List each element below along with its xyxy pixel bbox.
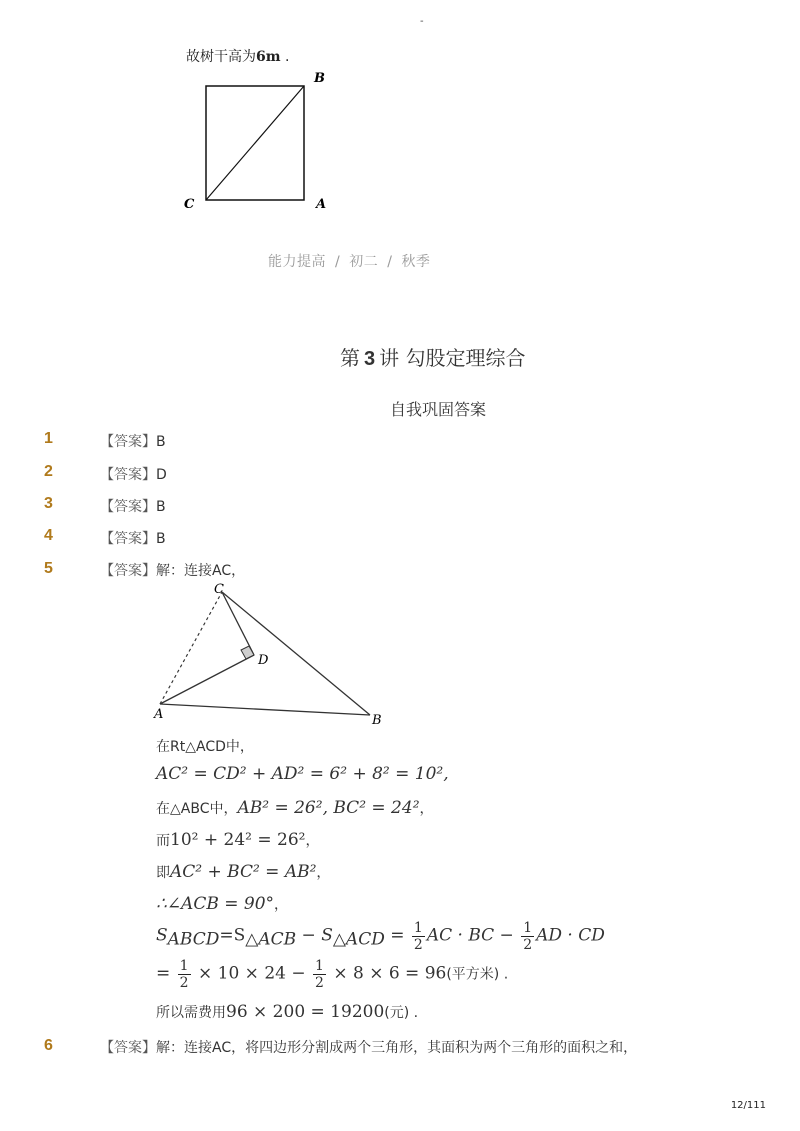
answer-tag: 【答案】 [100, 563, 156, 579]
solution-line-2 [156, 764, 449, 784]
solution-text: ， [316, 865, 331, 881]
answer-text: D [156, 467, 167, 483]
calc-term: × 8 × 6 = 96 [327, 963, 447, 984]
fraction-half [412, 920, 425, 953]
calc-equals: = [156, 963, 176, 984]
segment-ab [160, 704, 370, 715]
equation-ac: AC² = CD² + AD² = 6² + 8² = 10², [156, 764, 449, 784]
course-tag [268, 251, 430, 271]
fraction-denominator: 2 [413, 937, 423, 953]
fraction-denominator: 2 [315, 975, 324, 991]
label-B: B [314, 71, 325, 86]
calc-unit: (平方米) . [446, 966, 509, 983]
fraction-half [178, 958, 191, 991]
label-A: A [316, 197, 327, 212]
area-term: AC · BC − [426, 925, 520, 946]
equation-sum: 10² + 24² = 26² [170, 830, 306, 850]
fraction-denominator: 2 [179, 975, 189, 991]
question-number: 1 [44, 430, 53, 447]
area-minus: − S [296, 925, 333, 946]
equation-angle: ∴∠ACB = 90° [156, 894, 275, 914]
course-tag-sep: / [335, 254, 341, 270]
solution-line-7 [156, 920, 605, 953]
diagonal-line [206, 86, 304, 200]
answer-text: 解：连接AC，将四边形分割成两个三角形，其面积为两个三角形的面积之和， [156, 1040, 638, 1056]
calc-term: × 10 × 24 − [192, 963, 311, 984]
section-title: 自我巩固答案 [390, 400, 487, 419]
label-C: C [214, 582, 224, 597]
question-number: 5 [44, 560, 53, 577]
course-tag-part1: 能力提高 [268, 254, 326, 270]
answer-line [100, 464, 167, 484]
solution-line-4 [156, 830, 319, 850]
equation-ab-bc: AB² = 26², BC² = 24² [237, 798, 420, 818]
answer-text: B [156, 531, 166, 547]
segment-ad [160, 655, 254, 704]
label-D: D [258, 653, 269, 668]
fraction-denominator: 2 [523, 937, 533, 953]
answer-tag: 【答案】 [100, 467, 156, 483]
area-equals: = [384, 925, 410, 946]
right-angle-marker [241, 646, 254, 659]
area-subscript: △ACD [332, 929, 385, 950]
label-C: C [184, 197, 195, 212]
conclusion-value: 6m [256, 49, 281, 65]
conclusion-prefix: 故树干高为 [186, 49, 256, 65]
equation-pythagoras: AC² + BC² = AB² [170, 862, 317, 882]
conclusion-suffix: . [280, 49, 290, 65]
solution-line-9 [156, 1002, 418, 1022]
lecture-title [340, 342, 525, 371]
course-tag-part2: 初二 [349, 254, 379, 270]
lecture-number: 3 [364, 348, 376, 370]
answer-line [100, 560, 245, 580]
answer-tag: 【答案】 [100, 434, 156, 450]
answer-tag: 【答案】 [100, 1040, 156, 1056]
answer-tag: 【答案】 [100, 531, 156, 547]
fraction-numerator: 1 [523, 920, 533, 936]
solution-text: (元) . [384, 1005, 419, 1021]
solution-line-6 [156, 894, 288, 914]
solution-text: 所以需费用 [156, 1005, 226, 1021]
question-number: 2 [44, 463, 53, 480]
label-A: A [154, 707, 164, 722]
solution-text: ， [274, 897, 289, 913]
answer-text: B [156, 499, 166, 515]
fraction-half [521, 920, 534, 953]
page-number: 12/111 [730, 1100, 766, 1111]
area-subscript: △ACB [245, 929, 297, 950]
figure-quadrilateral-diagram [150, 578, 390, 728]
question-number: 4 [44, 527, 53, 544]
answer-line [100, 431, 166, 451]
answer-text: B [156, 434, 166, 450]
solution-text: ， [419, 801, 434, 817]
solution-line-8 [156, 958, 508, 991]
solution-text: 在△ABC中， [156, 801, 238, 817]
solution-line-5 [156, 862, 330, 882]
solution-line-1: 在Rt△ACD中， [156, 739, 254, 755]
cost-equation: 96 × 200 = 19200 [226, 1002, 385, 1022]
header-mark: - [420, 16, 424, 27]
lecture-prefix: 第 [340, 346, 360, 370]
area-subscript: ABCD [167, 929, 220, 950]
answer-line [100, 496, 166, 516]
course-tag-part3: 秋季 [401, 254, 431, 270]
figure-rectangle-diagram [176, 64, 346, 224]
solution-text: 而 [156, 833, 170, 849]
lecture-suffix: 讲 勾股定理综合 [379, 346, 526, 370]
label-B: B [372, 713, 382, 728]
question-number: 6 [44, 1037, 53, 1054]
solution-text: 即 [156, 865, 170, 881]
fraction-numerator: 1 [179, 958, 189, 974]
area-equals: =S [219, 925, 246, 946]
area-term: AD · CD [536, 925, 605, 946]
fraction-numerator: 1 [413, 920, 423, 936]
solution-text: ， [305, 833, 320, 849]
solution-line-3 [156, 798, 434, 818]
question-number: 3 [44, 495, 53, 512]
answer-line [100, 1037, 637, 1057]
fraction-numerator: 1 [315, 958, 324, 974]
answer-tag: 【答案】 [100, 499, 156, 515]
conclusion-line [186, 46, 289, 66]
answer-line [100, 528, 166, 548]
answer-text: 解：连接AC， [156, 563, 246, 579]
course-tag-sep: / [387, 254, 393, 270]
area-symbol: S [156, 925, 168, 946]
fraction-half [313, 958, 326, 991]
